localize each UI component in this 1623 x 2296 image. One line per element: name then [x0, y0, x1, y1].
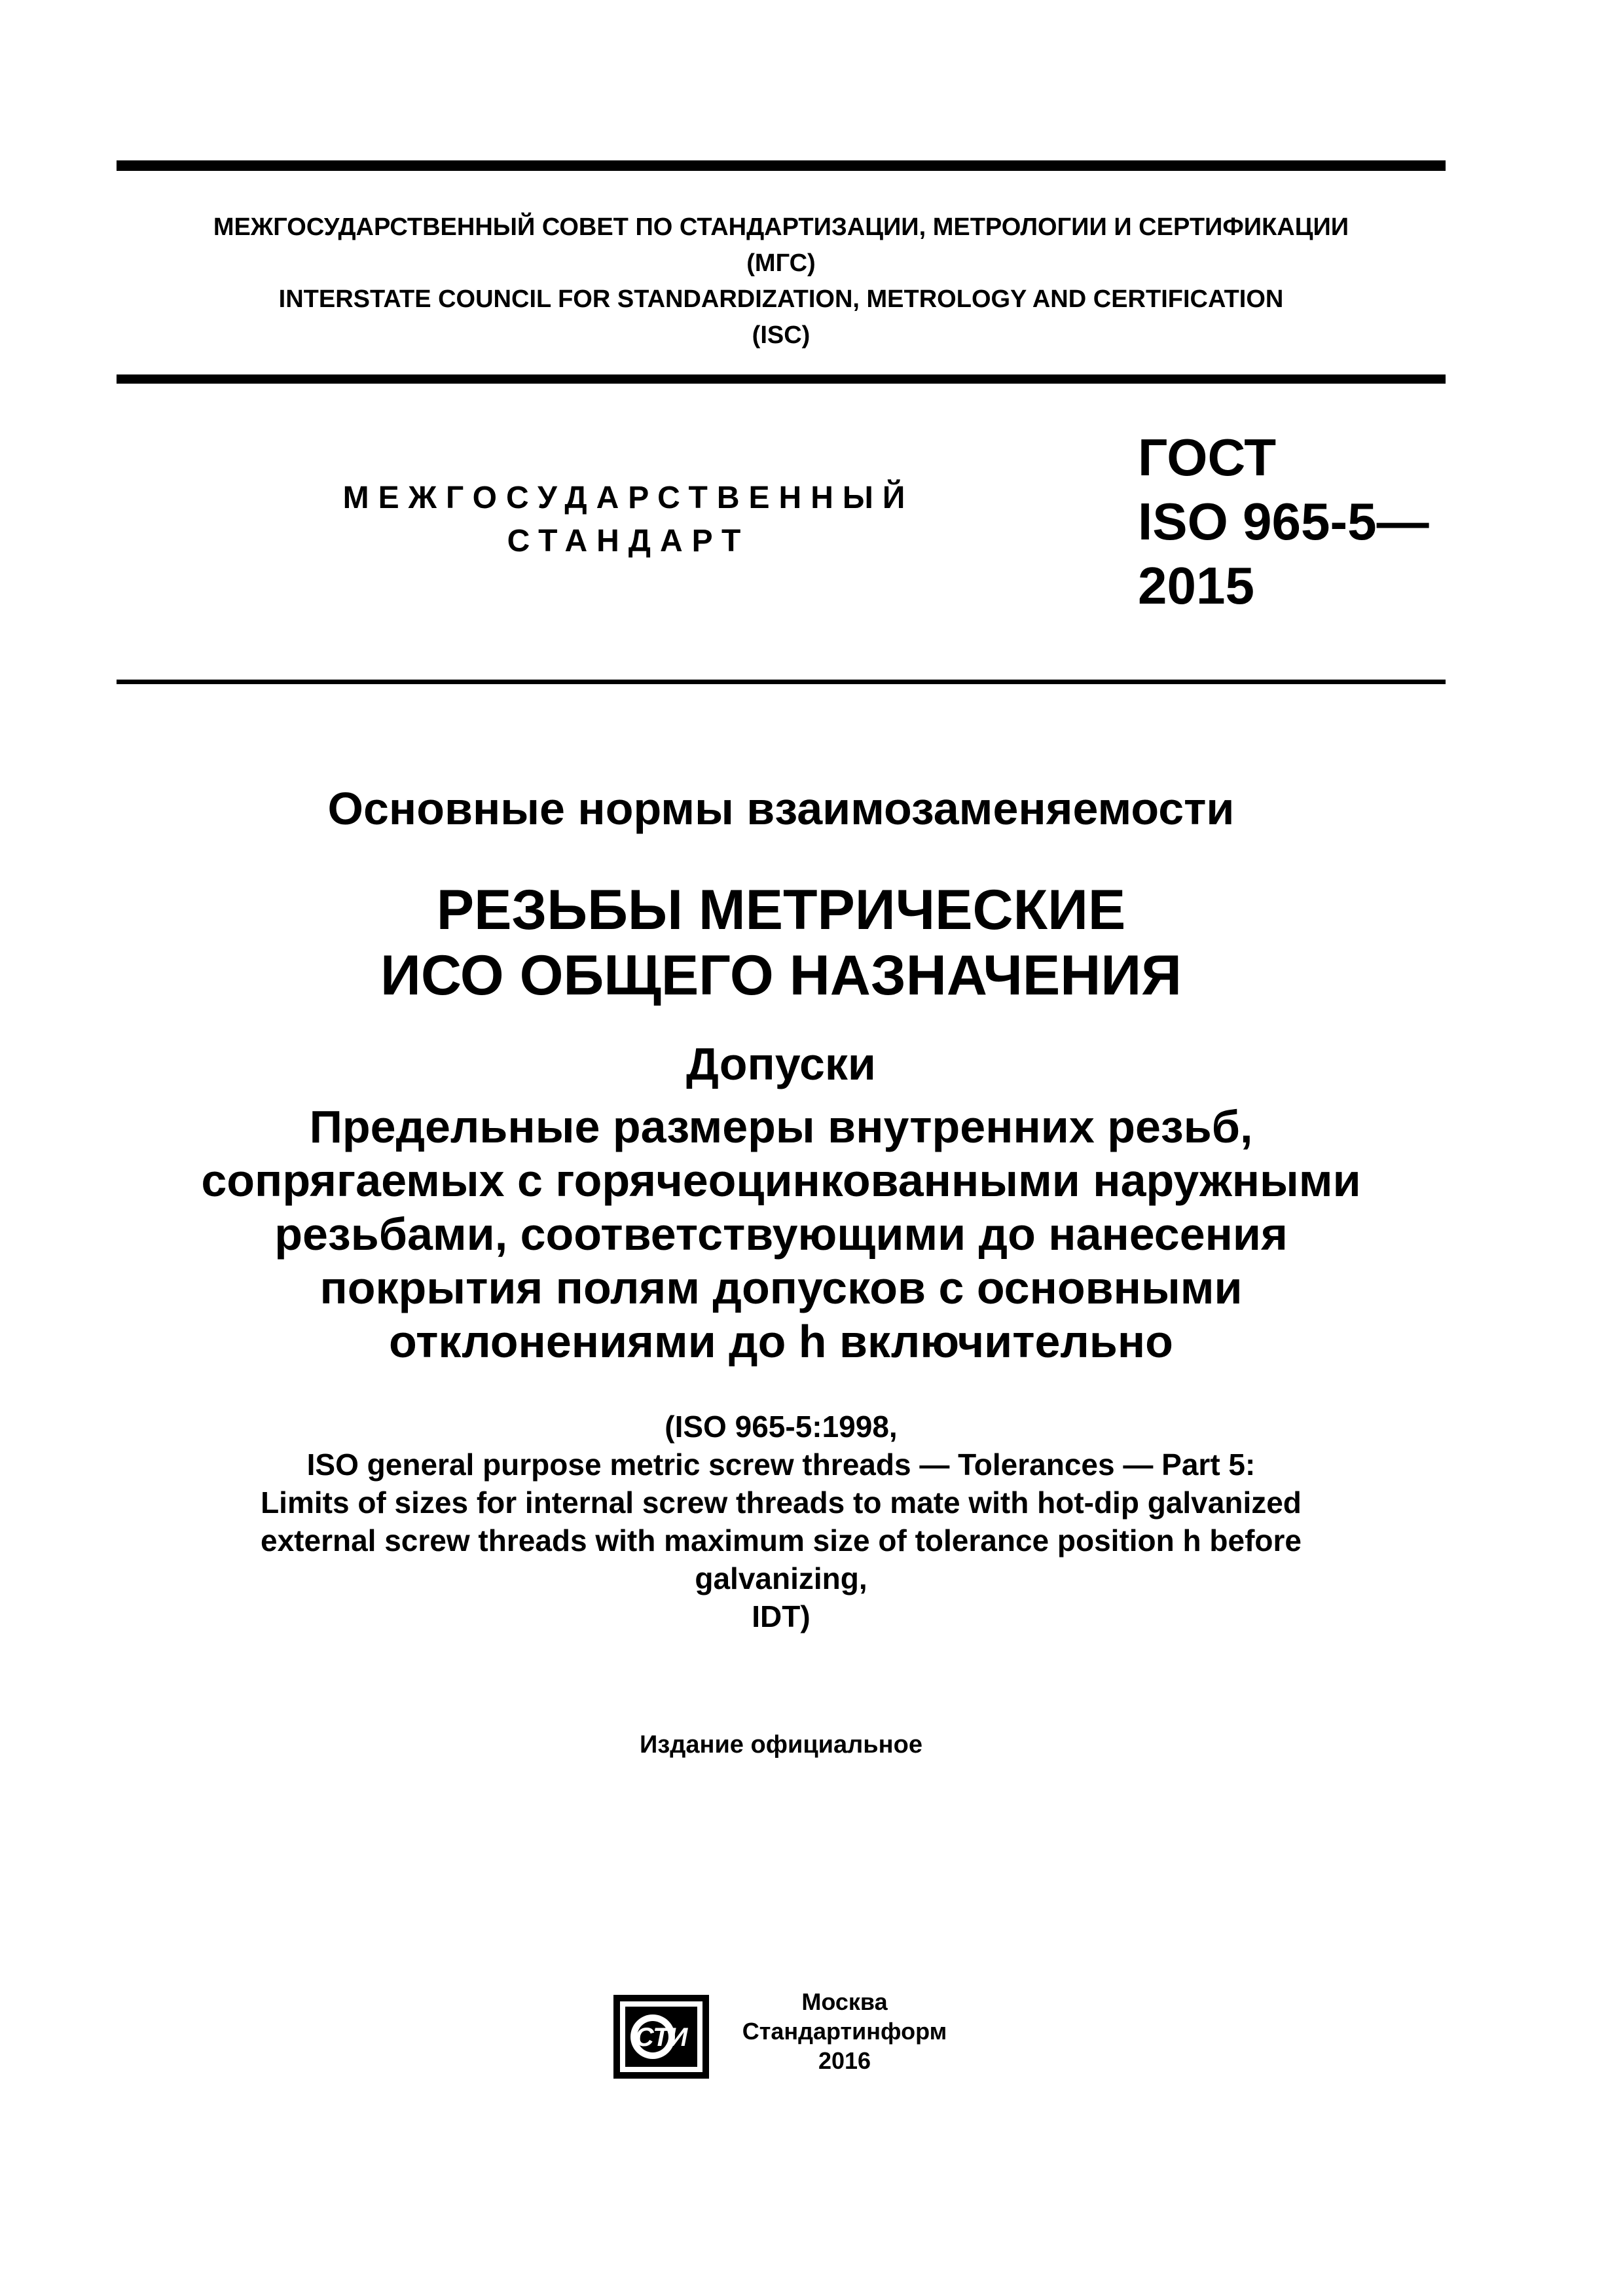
council-name-ru: МЕЖГОСУДАРСТВЕННЫЙ СОВЕТ ПО СТАНДАРТИЗАЦИИ, МЕТРОЛОГИИ И СЕРТИФИКАЦИИ	[213, 213, 1349, 241]
document-main-title	[117, 877, 1446, 1008]
iso-reference-line: galvanizing,	[695, 1561, 867, 1595]
publisher-year: 2016	[818, 2047, 871, 2074]
part-title-line: отклонениями до h включительно	[389, 1316, 1173, 1367]
publisher-logo-icon	[612, 1994, 710, 2080]
part-title-line: Предельные размеры внутренних резьб,	[309, 1101, 1253, 1152]
part-title-line: сопрягаемых с горячеоцинкованными наружными	[201, 1155, 1361, 1206]
document-part: Допуски	[686, 1038, 876, 1089]
designation-rule	[117, 680, 1446, 684]
document-subtitle: Основные нормы взаимозаменяемости	[327, 783, 1235, 834]
main-title-line2: ИСО ОБЩЕГО НАЗНАЧЕНИЯ	[380, 944, 1182, 1007]
council-abbr-en: (ISC)	[752, 321, 811, 349]
council-abbr-ru: (МГС)	[746, 249, 816, 277]
iso-reference-line: (ISO 965-5:1998,	[665, 1410, 898, 1444]
edition-note: Издание официальное	[640, 1731, 922, 1758]
standard-type-line1: МЕЖГОСУДАРСТВЕННЫЙ	[342, 481, 915, 515]
publisher-logo-text: СТИ	[634, 2023, 688, 2052]
standard-designation	[1138, 426, 1429, 618]
iso-reference-line: IDT)	[752, 1599, 811, 1633]
standard-type-line2: СТАНДАРТ	[507, 524, 750, 558]
iso-reference-line: ISO general purpose metric screw threads — Tolerances — Part 5:	[306, 1448, 1256, 1482]
iso-reference-line: Limits of sizes for internal screw threads to mate with hot-dip galvanized	[261, 1485, 1302, 1520]
main-title-line1: РЕЗЬБЫ МЕТРИЧЕСКИЕ	[436, 879, 1126, 941]
iso-reference	[117, 1408, 1446, 1635]
publisher-info	[733, 1987, 956, 2075]
designation-line1: ГОСТ	[1138, 428, 1277, 486]
designation-line2: ISO 965-5—	[1138, 492, 1429, 551]
council-header	[117, 210, 1446, 354]
top-rule	[117, 160, 1446, 171]
council-name-en: INTERSTATE COUNCIL FOR STANDARDIZATION, METROLOGY AND CERTIFICATION	[278, 285, 1284, 313]
publisher-city: Москва	[801, 1988, 888, 2015]
part-title-line: покрытия полям допусков с основными	[319, 1262, 1243, 1313]
part-title-line: резьбами, соответствующими до нанесения	[274, 1209, 1288, 1260]
publisher-name: Стандартинформ	[742, 2018, 947, 2045]
iso-reference-line: external screw threads with maximum size of tolerance position h before	[261, 1523, 1302, 1558]
designation-line3: 2015	[1138, 556, 1254, 615]
header-rule	[117, 374, 1446, 384]
document-part-title	[117, 1100, 1446, 1368]
